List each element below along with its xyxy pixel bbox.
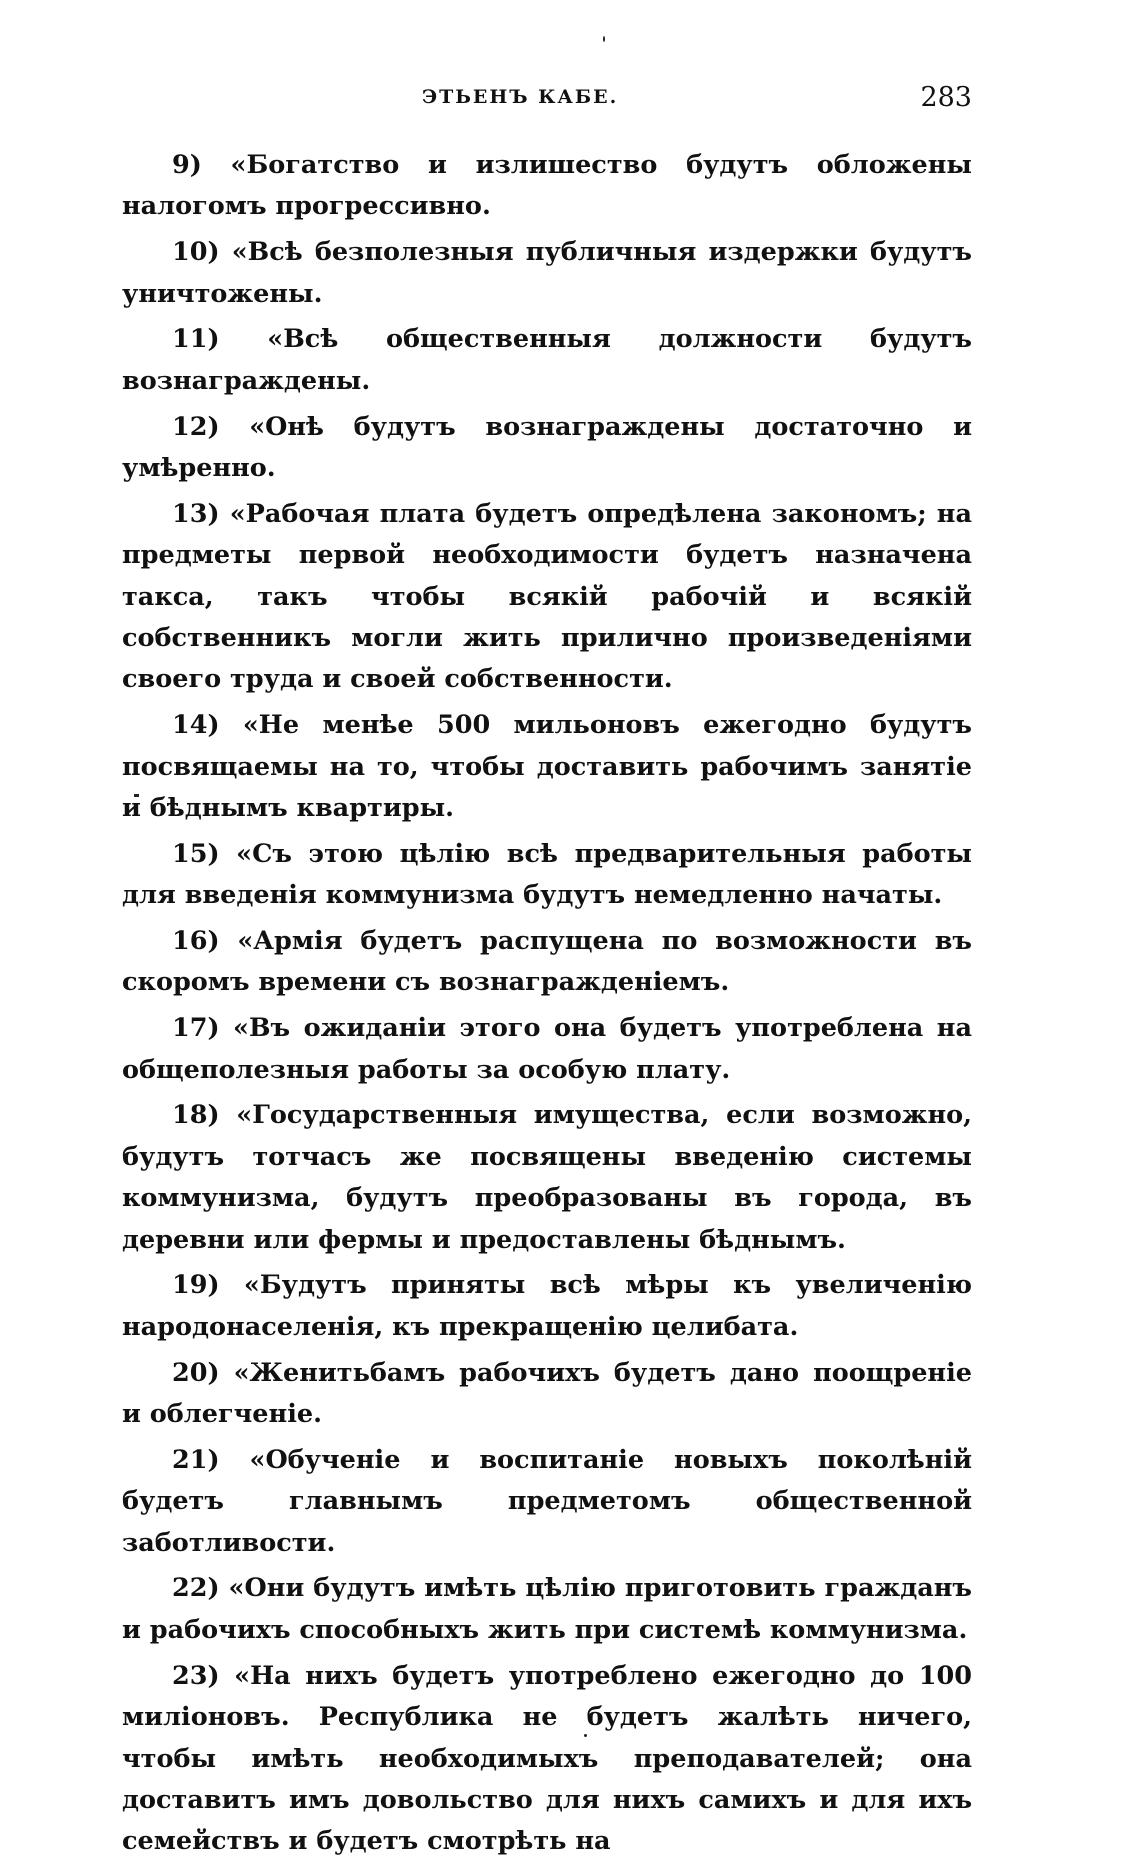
paragraph-15: 15) «Съ этою цѣлію всѣ предварительныя работы для введенія коммунизма будутъ немедленно начаты. bbox=[122, 838, 972, 911]
paragraph-20: 20) «Женитьбамъ рабочихъ будетъ дано поощреніе и облегченіе. bbox=[122, 1357, 972, 1430]
scan-speck bbox=[603, 36, 605, 42]
paragraph-11: 11) «Всѣ общественныя должности будутъ вознаграждены. bbox=[122, 324, 972, 396]
paragraph-22: 22) «Они будутъ имѣть цѣлію приготовить гражданъ и рабочихъ способныхъ жить при системѣ коммунизма. bbox=[122, 1573, 972, 1645]
paragraph-13: 13) «Рабочая плата будетъ опредѣлена закономъ; на предметы первой необходимости будетъ назначена такса, такъ чтобы всякій рабочій и всякій собственникъ могли жить прилично произведеніями своего труда и своей собственности. bbox=[122, 498, 972, 695]
paragraph-23: 23) «На нихъ будетъ употреблено ежегодно до 100 миліоновъ. Республика не будетъ жалѣть ничего, чтобы имѣть необходимыхъ преподавателей; она доставитъ имъ довольство для нихъ самихъ и для ихъ семействъ и будетъ смотрѣть на bbox=[122, 1660, 972, 1857]
paragraph-10: 10) «Всѣ безполезныя публичныя издержки будутъ уничтожены. bbox=[122, 237, 972, 309]
paragraph-9: 9) «Богатство и излишество будутъ обложены налогомъ прогрессивно. bbox=[122, 150, 972, 222]
paragraph-14: 14) «Не менѣе 500 мильоновъ ежегодно будутъ посвящаемы на то, чтобы доставить рабочимъ занятіе и бѣднымъ квартиры. bbox=[122, 710, 972, 824]
scan-speck bbox=[584, 1734, 587, 1737]
paragraph-17: 17) «Въ ожиданіи этого она будетъ употреблена на общеполезныя работы за особую плату. bbox=[122, 1013, 972, 1085]
paragraph-18: 18) «Государственныя имущества, если возможно, будутъ тотчасъ же посвящены введенію системы коммунизма, будутъ преобразованы въ города, въ деревни или фермы и предоставлены бѣднымъ. bbox=[122, 1100, 972, 1255]
paragraph-21: 21) «Обученіе и воспитаніе новыхъ поколѣній будетъ главнымъ предметомъ общественной заботливости. bbox=[122, 1444, 972, 1558]
paragraph-16: 16) «Армія будетъ распущена по возможности въ скоромъ времени съ вознагражденіемъ. bbox=[122, 926, 972, 998]
paragraph-19: 19) «Будутъ приняты всѣ мѣры къ увеличенію народонаселенія, къ прекращенію целибата. bbox=[122, 1270, 972, 1342]
page-header bbox=[122, 82, 972, 122]
page-body bbox=[122, 145, 972, 1867]
page-number: 283 bbox=[920, 82, 972, 113]
paragraph-12: 12) «Онѣ будутъ вознаграждены достаточно и умѣренно. bbox=[122, 411, 972, 484]
running-title: ЭТЬЕНЪ КАБЕ. bbox=[422, 86, 619, 108]
